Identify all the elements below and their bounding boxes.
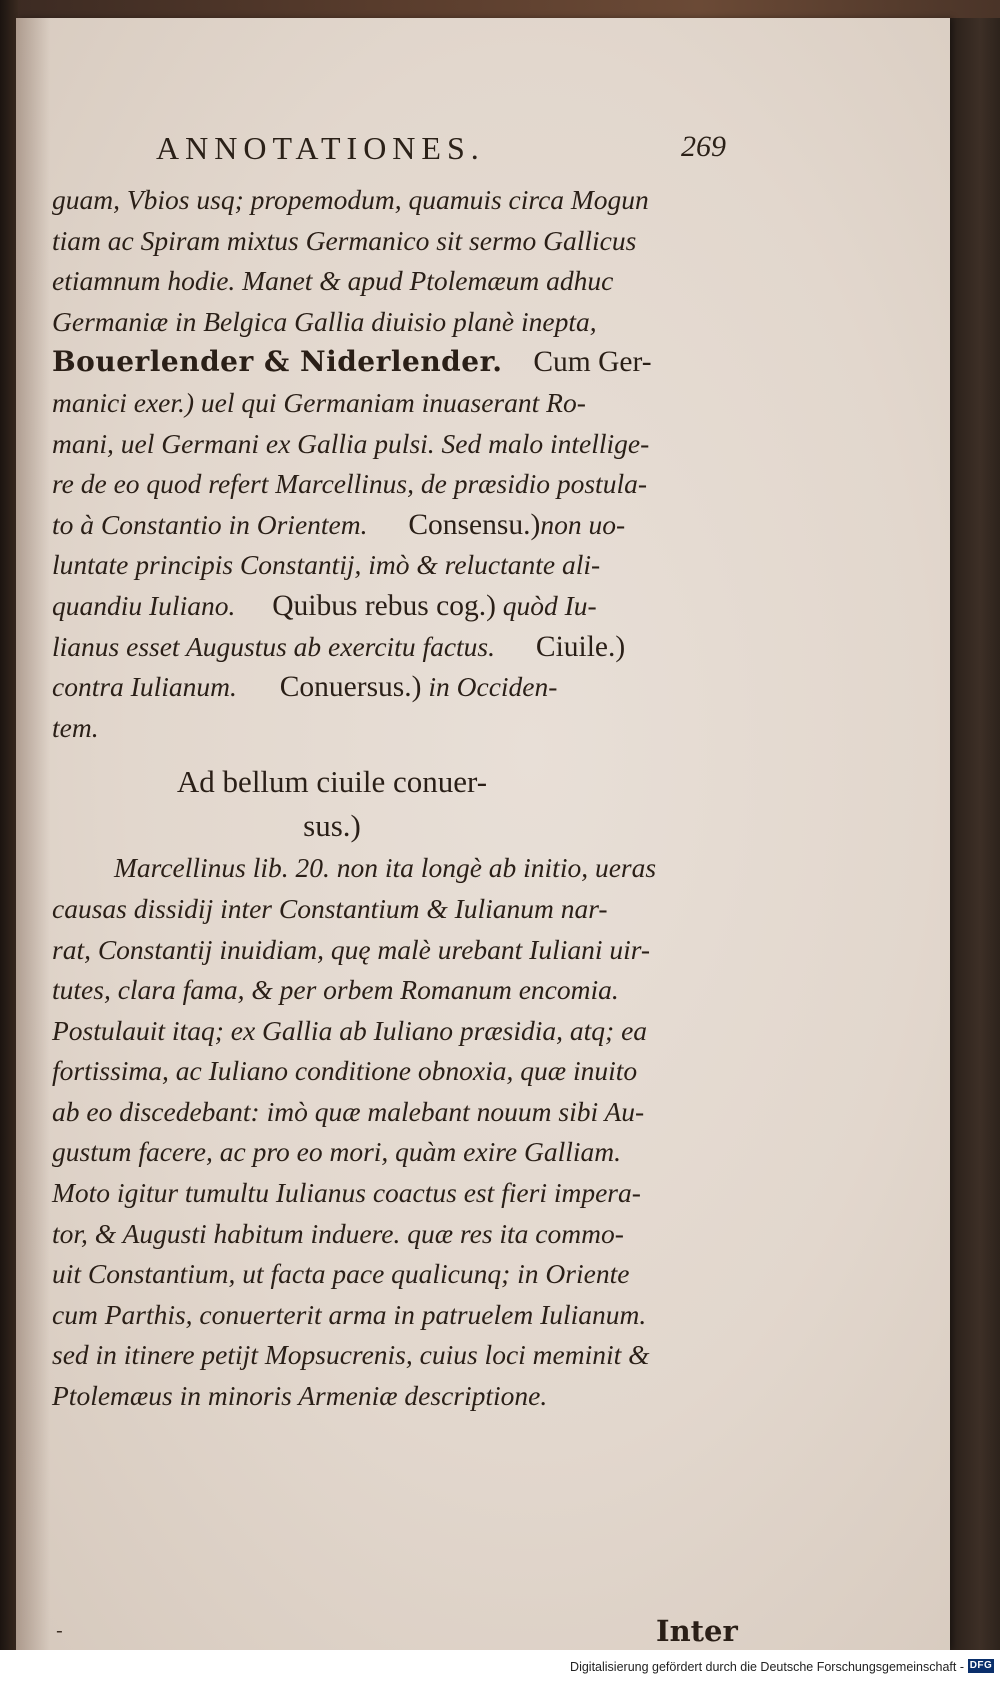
paragraph-line: gustum facere, ac pro eo mori, quàm exire Galliam.	[52, 1136, 622, 1168]
text-segment: lianus esset Augustus ab exercitu factus.	[52, 630, 496, 662]
lemma: Cum Ger-	[533, 346, 652, 379]
paragraph-line: fortissima, ac Iuliano conditione obnoxia, quæ inuito	[52, 1055, 638, 1087]
text-line	[52, 505, 732, 546]
page-header	[156, 130, 726, 174]
text-line: Germaniæ in Belgica Gallia diuisio planè inepta,	[52, 305, 597, 337]
text-line: etiamnum hodie. Manet & apud Ptolemæum adhuc	[52, 265, 614, 297]
paragraph-line: tutes, clara fama, & per orbem Romanum encomia.	[52, 974, 619, 1006]
blackletter-phrase: Bouerlender & Niderlender.	[52, 345, 503, 379]
text-segment: in Occiden-	[428, 671, 558, 703]
text-segment: non uo-	[540, 508, 626, 540]
text-segment: contra Iulianum.	[52, 671, 237, 703]
main-text	[52, 180, 732, 1417]
text-line	[52, 586, 732, 627]
text-line: manici exer.) uel qui Germaniam inuaserant Ro-	[52, 386, 586, 418]
paragraph-line: ab eo discedebant: imò quæ malebant nouum sibi Au-	[52, 1095, 645, 1127]
paragraph-line: Moto igitur tumultu Iulianus coactus est fieri impera-	[52, 1177, 641, 1209]
paragraph-line: Ptolemæus in minoris Armeniæ descriptione.	[52, 1380, 548, 1412]
text-line: mani, uel Germani ex Gallia pulsi. Sed malo intellige-	[52, 427, 650, 459]
lemma: Consensu.)	[408, 508, 541, 541]
page-number: 269	[681, 130, 726, 163]
text-line	[52, 627, 732, 668]
catchword: Inter	[656, 1614, 738, 1648]
section-heading: Ad bellum ciuile conuer-	[176, 764, 488, 800]
text-line: guam, Vbios usq; propemodum, quamuis circa Mogun	[52, 184, 649, 215]
section-heading: sus.)	[303, 808, 361, 844]
book-page	[16, 18, 950, 1650]
credit-bar	[0, 1650, 1000, 1687]
paragraph-line: causas dissidij inter Constantium & Iulianum nar-	[52, 892, 608, 924]
text-line: tem.	[52, 711, 99, 743]
text-line	[52, 342, 732, 383]
paragraph-line: tor, & Augusti habitum induere. quæ res ita commo-	[52, 1217, 624, 1249]
paragraph-line: cum Parthis, conuerterit arma in patruelem Iulianum.	[52, 1298, 647, 1330]
text-segment: to à Constantio in Orientem.	[52, 508, 368, 540]
paragraph-line: Postulauit itaq; ex Gallia ab Iuliano præsidia, atq; ea	[52, 1014, 648, 1046]
footer-mark: -	[56, 1618, 63, 1642]
running-head: ANNOTATIONES.	[156, 130, 485, 166]
lemma: Quibus rebus cog.)	[272, 589, 496, 622]
paragraph-line: sed in itinere petijt Mopsucrenis, cuius loci meminit &	[52, 1339, 650, 1371]
text-line: luntate principis Constantij, imò & reluctante ali-	[52, 549, 601, 581]
lemma: Conuersus.)	[279, 671, 422, 704]
lemma: Ciuile.)	[535, 630, 626, 663]
funding-credit: Digitalisierung gefördert durch die Deutsche Forschungsgemeinschaft -	[570, 1660, 964, 1674]
paragraph-line: uit Constantium, ut facta pace qualicunq; in Oriente	[52, 1258, 630, 1290]
text-segment: quòd Iu-	[502, 589, 597, 621]
scan-right-edge	[950, 18, 1000, 1650]
text-line: tiam ac Spiram mixtus Germanico sit sermo Gallicus	[52, 224, 637, 256]
text-line: re de eo quod refert Marcellinus, de præsidio postula-	[52, 468, 647, 500]
dfg-logo: DFG	[969, 1660, 993, 1671]
paragraph-line: rat, Constantij inuidiam, quę malè urebant Iuliani uir-	[52, 933, 651, 965]
text-segment: quandiu Iuliano.	[52, 589, 236, 621]
paragraph-line: Marcellinus lib. 20. non ita longè ab initio, ueras	[114, 852, 657, 884]
text-line	[52, 667, 732, 708]
